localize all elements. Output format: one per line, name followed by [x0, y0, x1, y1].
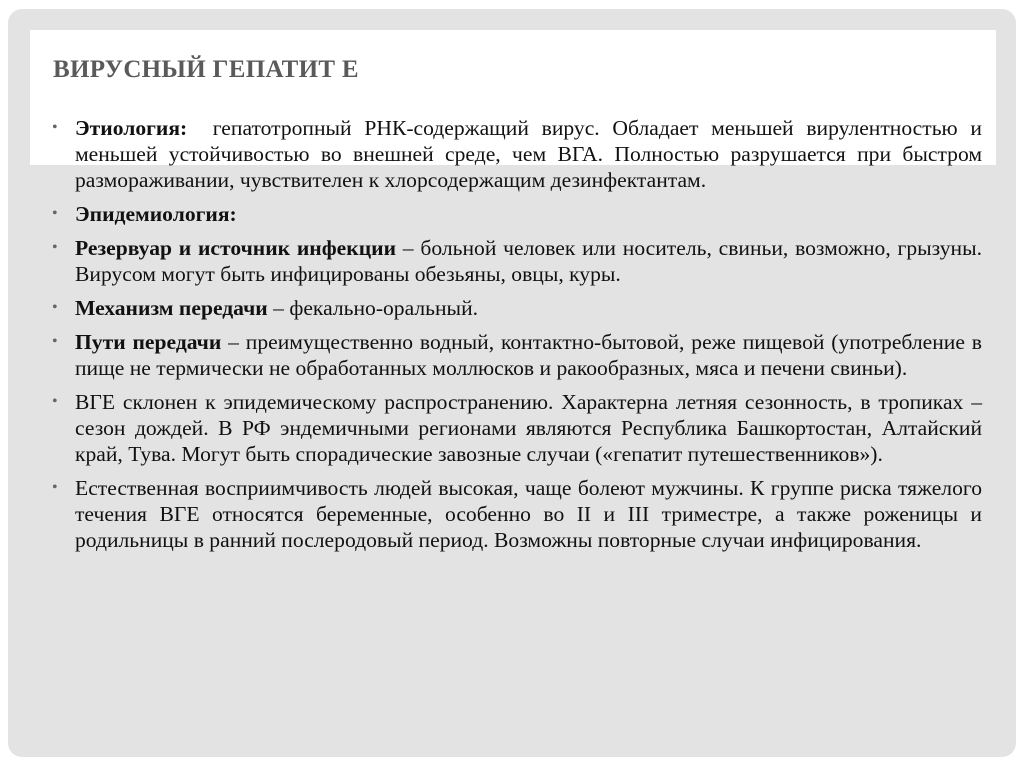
bullet-list [52, 115, 988, 561]
item-text: – больной человек или носитель, свиньи, возможно, грызуны. Вирусом могут быть инфицированы обезьяны, овцы, куры. [75, 236, 983, 286]
bullet-icon: • [52, 119, 58, 136]
bullet-icon: • [52, 299, 58, 316]
item-heading: Этиология: [75, 116, 188, 140]
item-text: гепатотропный РНК-содержащий вирус. Обладает меньшей вирулентностью и меньшей устойчивостью во внешней среде, чем ВГА. Полностью разрушается при быстром размораживании, чувствителен к хлорсодержащим дезинфектантам. [75, 116, 988, 192]
item-heading: Механизм передачи [75, 296, 268, 320]
item-text: – преимущественно водный, контактно-бытовой, реже пищевой (употребление в пище не термически не обработанных моллюсков и ракообразных, мяса и печени свиньи). [75, 330, 982, 380]
item-heading: Эпидемиология: [75, 202, 237, 226]
item-text: ВГЕ склонен к эпидемическому распространению. Характерна летняя сезонность, в тропиках – сезон дождей. В РФ эндемичными регионами являются Республика Башкортостан, Алтайский край, Тува. Могут быть спорадические завозные случаи («гепатит путешественников»). [75, 390, 982, 466]
list-item [52, 329, 982, 381]
list-item [52, 235, 982, 287]
bullet-icon: • [52, 479, 58, 496]
slide-title: ВИРУСНЫЙ ГЕПАТИТ Е [53, 56, 359, 83]
item-heading: Резервуар и источник инфекции [75, 236, 397, 260]
bullet-icon: • [52, 333, 58, 350]
list-item [52, 475, 982, 553]
item-text: – фекально-оральный. [267, 296, 479, 320]
list-item [52, 295, 982, 321]
list-item [52, 389, 982, 467]
item-heading: Пути передачи [75, 330, 222, 354]
list-item [52, 115, 988, 193]
bullet-icon: • [52, 393, 58, 410]
item-text: Естественная восприимчивость людей высокая, чаще болеют мужчины. К группе риска тяжелого течения ВГЕ относятся беременные, особенно во II и III триместре, а также роженицы и родильницы в ранний послеродовый период. Возможны повторные случаи инфицирования. [75, 476, 982, 552]
bullet-icon: • [52, 205, 58, 222]
bullet-icon: • [52, 239, 58, 256]
list-item [52, 201, 982, 227]
